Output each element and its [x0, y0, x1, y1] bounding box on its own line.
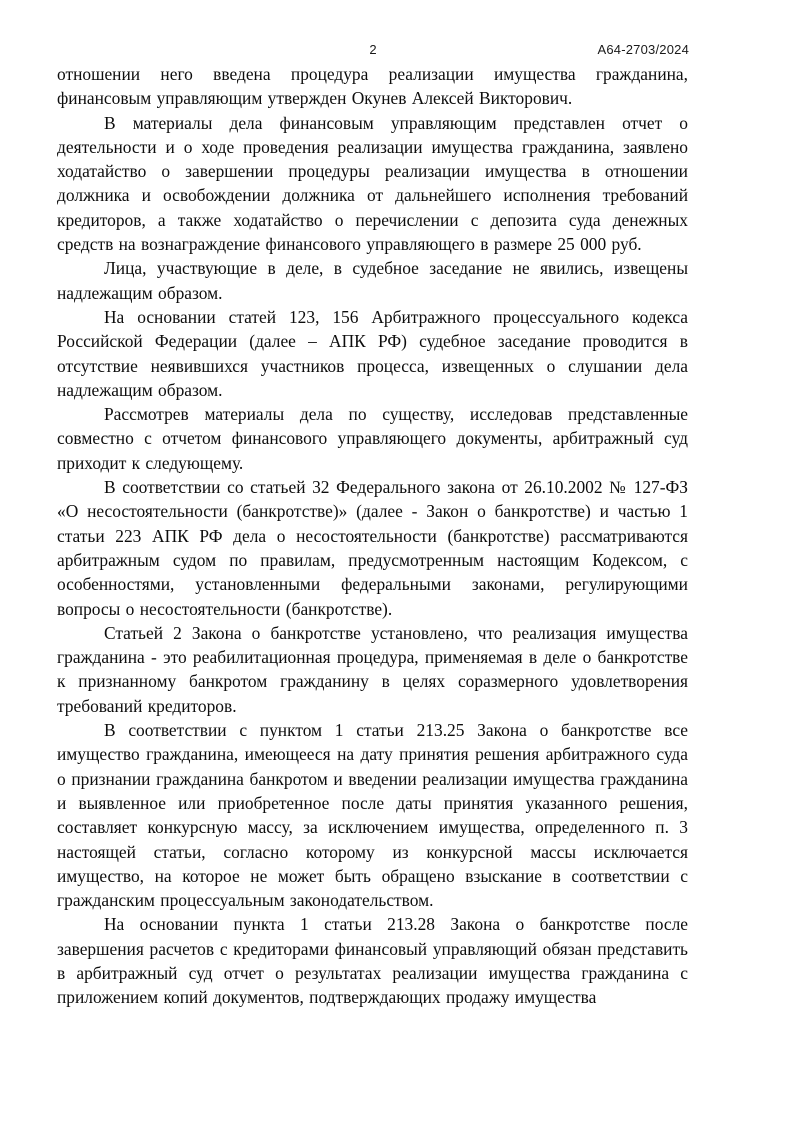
paragraph: Статьей 2 Закона о банкротстве установлено, что реализация имущества гражданина - это реабилитационная процедура, применяемая в деле о банкротстве к признанному банкротом гражданину в целях соразмерного удовлетворения требований кредиторов.: [57, 622, 688, 716]
page-number: 2: [369, 42, 377, 57]
paragraph: На основании статей 123, 156 Арбитражного процессуального кодекса Российской Федерации (далее – АПК РФ) судебное заседание проводится в отсутствие неявившихся участников процесса, извещенных о слушании дела надлежащим образом.: [57, 306, 688, 400]
paragraph: В соответствии с пунктом 1 статьи 213.25 Закона о банкротстве все имущество гражданина, имеющееся на дату принятия решения арбитражного суда о признании гражданина банкротом и введении реализации имущества гражданина и выявленное или приобретенное после даты принятия указанного решения, составляет конкурсную массу, за исключением имущества, определенного п. 3 настоящей статьи, согласно которому из конкурсной массы исключается имущество, на которое не может быть обращено взыскание в соответствии с гражданским процессуальным законодательством.: [57, 720, 688, 911]
paragraph: На основании пункта 1 статьи 213.28 Закона о банкротстве после завершения расчетов с кредиторами финансовый управляющий обязан представить в арбитражный суд отчет о результатах реализации имущества гражданина с приложением копий документов, подтверждающих продажу имущества: [57, 914, 688, 1008]
paragraph: В соответствии со статьей 32 Федерального закона от 26.10.2002 № 127-ФЗ «О несостоятельности (банкротстве)» (далее - Закон о банкротстве) и частью 1 статьи 223 АПК РФ дела о несостоятельности (банкротстве) рассматриваются арбитражным судом по правилам, предусмотренным настоящим Кодексом, с особенностями, установленными федеральными законами, регулирующими вопросы о несостоятельности (банкротстве).: [57, 477, 688, 619]
paragraph: В материалы дела финансовым управляющим представлен отчет о деятельности и о ходе проведения реализации имущества гражданина, заявлено ходатайство о завершении процедуры реализации имущества в отношении должника и освобождении должника от дальнейшего исполнения требований кредиторов, а также ходатайство о перечислении с депозита суда денежных средств на вознаграждение финансового управляющего в размере 25 000 руб.: [57, 112, 688, 255]
paragraph: отношении него введена процедура реализации имущества гражданина, финансовым управляющим утвержден Окунев Алексей Викторович.: [57, 64, 688, 109]
page-header: [57, 42, 689, 58]
case-number: А64-2703/2024: [597, 42, 689, 57]
document-body: [57, 62, 688, 1010]
paragraph: Лица, участвующие в деле, в судебное заседание не явились, извещены надлежащим образом.: [57, 258, 688, 303]
paragraph: Рассмотрев материалы дела по существу, исследовав представленные совместно с отчетом финансового управляющего документы, арбитражный суд приходит к следующему.: [57, 404, 688, 473]
